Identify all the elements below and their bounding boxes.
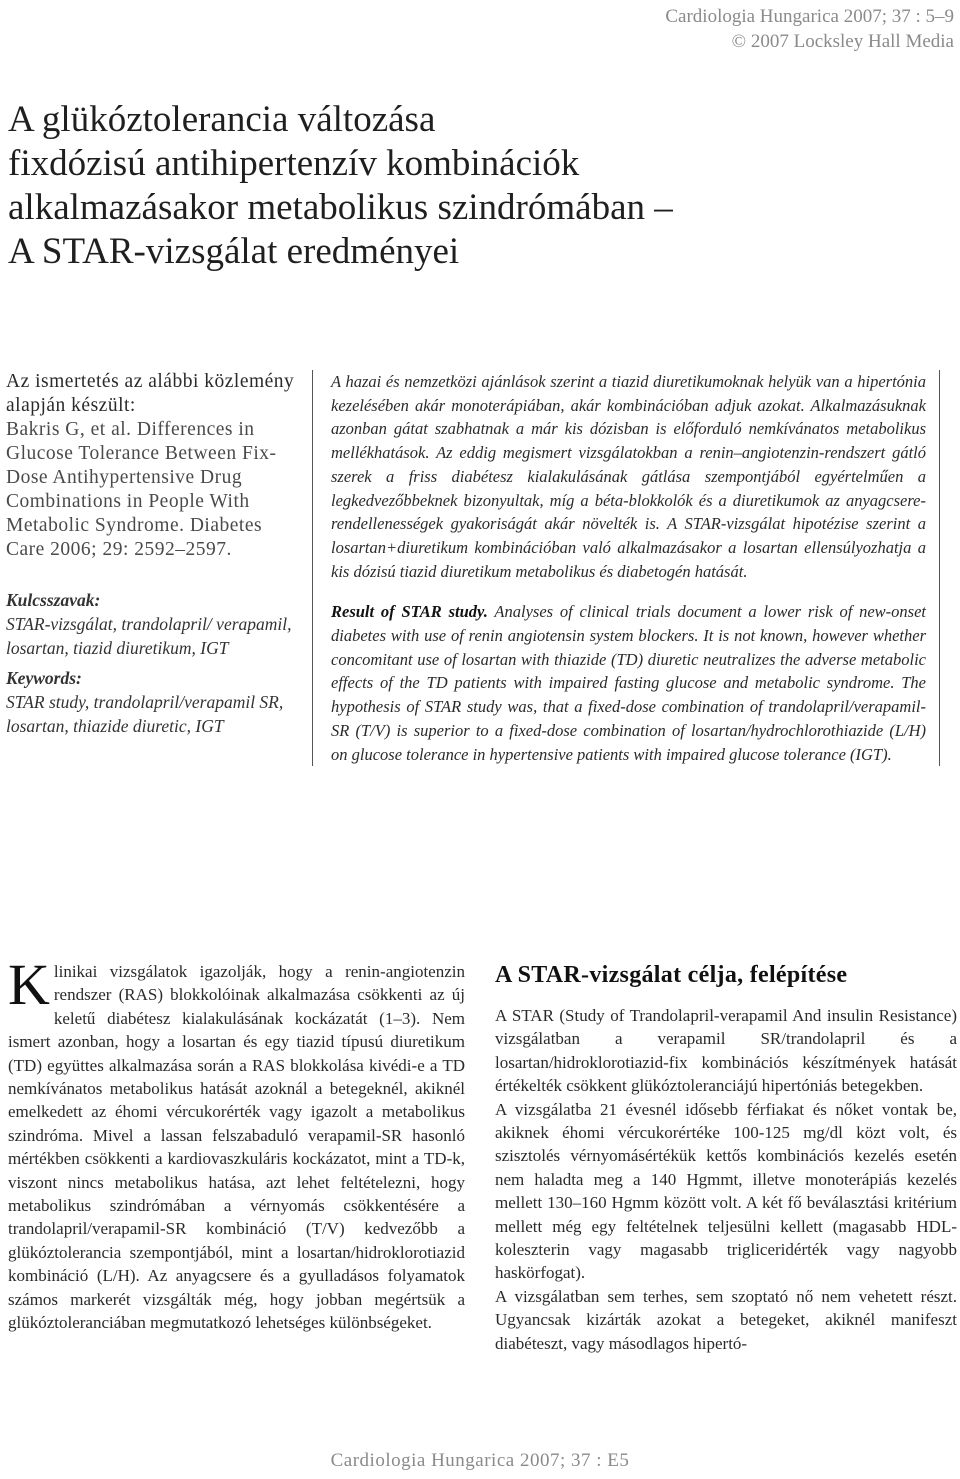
- abstract-en: [331, 600, 926, 766]
- keywords-en-heading: Keywords:: [6, 668, 82, 688]
- body-column-right: [495, 960, 957, 1355]
- intro-text: linikai vizsgálatok igazolják, hogy a renin-angiotenzin rendszer (RAS) blokkolóinak alkalmazása csökkenti az új keletű diabétesz kialakulásának kockázatát (1–3). Nem ismert azonban, hogy a losartan és egy tiazid típusú diuretikum (TD) együttes alkalmazása során a RAS blokkolása kivédi-e a TD nemkívánatos metabolikus hatását azoknál a betegeknél, akiknél emelkedett az éhomi vércukorérték vagy igazolt a metabolikus szindróma. Mivel a lassan felszabaduló verapamil-SR hasonló mértékben csökkenti a kardiovaszkuláris kockázatot, mint a TD-k, viszont nincs metabolikus hatása, azt lehet feltételezni, hogy metabolikus szindrómában a vérnyomás csökkentésére a trandolapril/verapamil-SR kombináció (T/V) kedvezőbb a glükóztolerancia szempontjából, mint a losartan/hidroklorotiazid kombináció (L/H). Az anyagcsere és a gyulladásos folyamatok számos markerét vizsgálták még, hogy jobban megértsük a glükóztoleranciában megmutatkozó lehetséges különbségeket.: [8, 962, 465, 1333]
- drop-cap: K: [8, 952, 50, 1017]
- keywords-hu-text: STAR-vizsgálat, trandolapril/ verapamil, losartan, tiazid diuretikum, IGT: [6, 614, 292, 658]
- journal-header: [665, 4, 954, 54]
- section-paragraph: A STAR (Study of Trandolapril-verapamil And insulin Resistance) vizsgálatban a verapamil SR/trandolapril és a losartan/hidroklorotiazid-fix kombinációs készítmények hatását értékelték csökkent glükóztoleranciájú hipertóniás betegekben.: [495, 1006, 957, 1096]
- keywords-en-text: STAR study, trandolapril/verapamil SR, losartan, thiazide diuretic, IGT: [6, 692, 284, 736]
- section-paragraph: A vizsgálatban sem terhes, sem szoptató nő nem vehetett részt. Ugyancsak kizárták azokat a betegeket, akiknél manifeszt diabéteszt, vagy másodlagos hipertó-: [495, 1286, 957, 1353]
- keywords-block: [6, 588, 301, 738]
- keywords-hu-heading: Kulcsszavak:: [6, 590, 101, 610]
- title-line: alkalmazásakor metabolikus szindrómában –: [8, 187, 673, 228]
- intro-paragraph: [8, 952, 465, 1335]
- reference-citation: Bakris G, et al. Differences in Glucose Tolerance Between Fix-Dose Antihypertensive Drug Combinations in People With Metabolic Syndrome. Diabetes Care 2006; 29: 2592–2597.: [6, 419, 277, 560]
- title-line: A STAR-vizsgálat eredményei: [8, 231, 460, 272]
- title-line: A glükóztolerancia változása: [8, 99, 436, 140]
- article-title: [8, 98, 928, 274]
- source-reference: [6, 370, 301, 738]
- abstract-en-text: Analyses of clinical trials document a lower risk of new-onset diabetes with use of renin angiotensin system blockers. It is not known, however whether concomitant use of losartan with thiazide (TD) diuretic neutralizes the adverse metabolic effects of the TD patients with impaired fasting glucose and metabolic syndrome. The hypothesis of STAR study was, that a fixed-dose combination of trandolapril/verapamil-SR (T/V) is superior to a fixed-dose combination of losartan/hydrochlorothiazide (L/H) on glucose tolerance in hypertensive patients with impaired glucose tolerance (IGT).: [331, 602, 926, 764]
- copyright-line: © 2007 Locksley Hall Media: [731, 31, 954, 52]
- journal-citation-line: Cardiologia Hungarica 2007; 37 : 5–9: [665, 6, 954, 27]
- body-column-left: [8, 952, 465, 1335]
- title-line: fixdózisú antihipertenzív kombinációk: [8, 143, 580, 184]
- reference-intro: Az ismertetés az alábbi közlemény alapján készült:: [6, 371, 295, 416]
- section-heading: A STAR-vizsgálat célja, felépítése: [495, 962, 848, 988]
- abstract-box: [312, 370, 940, 766]
- page-footer: Cardiologia Hungarica 2007; 37 : E5: [330, 1450, 630, 1471]
- abstract-en-heading: Result of STAR study.: [331, 602, 488, 622]
- abstract-hu: A hazai és nemzetközi ajánlások szerint a tiazid diuretikumoknak helyük van a hipertónia kezelésében akár monoterápiában, akár kombinációban adjuk azokat. Alkalmazásuknak azonban gátat szabhatnak a már kis dózisban is előforduló nemkívánatos metabolikus mellékhatások. Az eddig megismert vizsgálatokban a renin–angiotenzin-rendszert gátló szerek a friss diabétesz kialakulásának gátlása szempontjából egyértelműen a legkedvezőbbeknek bizonyultak, míg a béta-blokkolók és a diuretikumok az anyagcsere-rendellenességek gyakoriságát akár növelték is. A STAR-vizsgálat hipotézise szerint a losartan+diuretikum kombinációban való alkalmazásakor a losartan ellensúlyozhatja a kis dózisú tiazid diuretikum metabolikus és diabetogén hatását.: [331, 372, 926, 581]
- section-paragraph: A vizsgálatba 21 évesnél idősebb férfiakat és nőket vontak be, akiknek éhomi vércukorértéke 100-125 mg/dl közt volt, és szisztolés vérnyomásértékük kettős kombinációs kezelés esetén nem haladta meg a 140 Hgmmt, illetve monoterápiás kezelés mellett 130–160 Hgmm között volt. A két fő beválasztási kritérium mellett még egy feltételnek teljesülni kellett (magasabb HDL-koleszterin vagy magasabb trigliceridérték vagy nagyobb haskörfogat).: [495, 1099, 957, 1283]
